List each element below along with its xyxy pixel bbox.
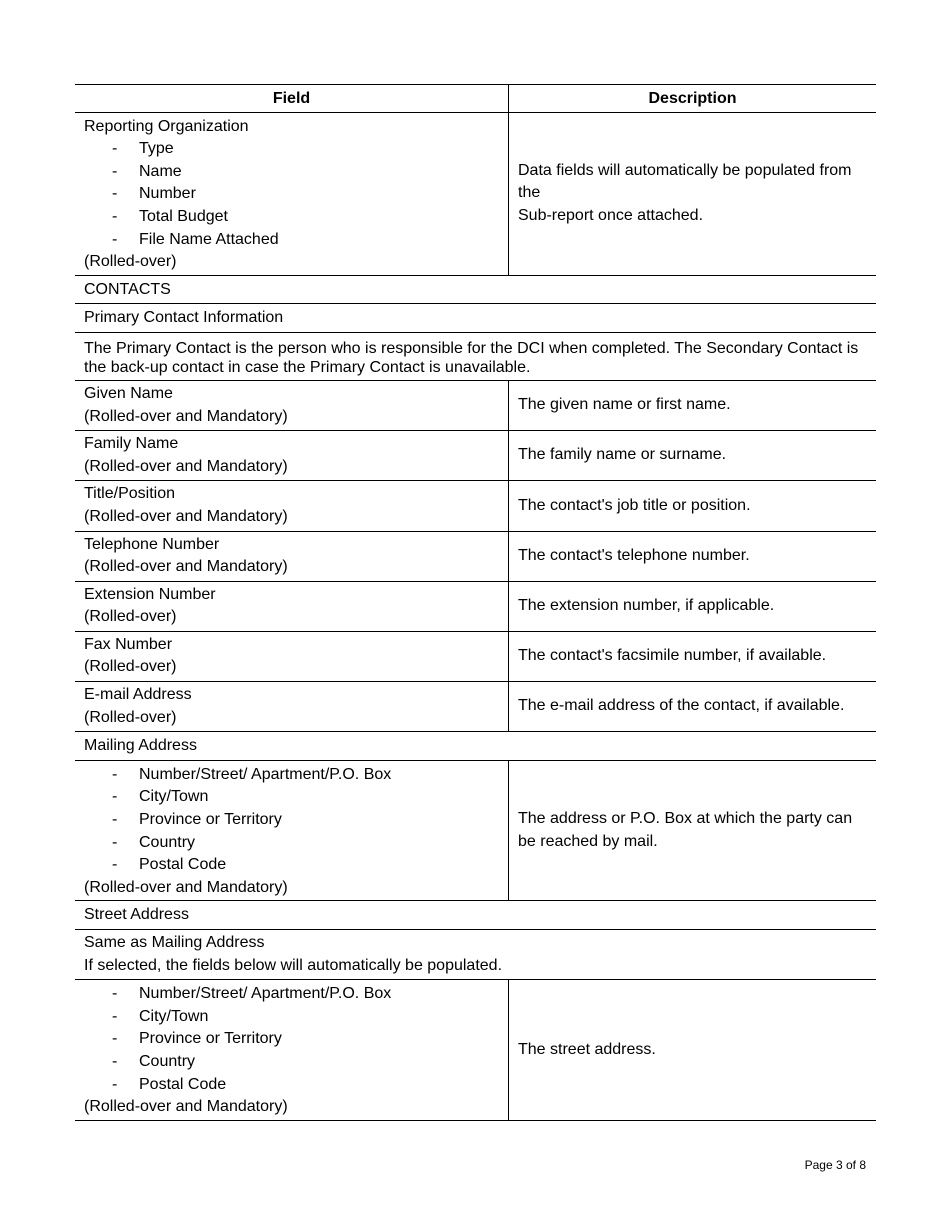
street-address-row: [75, 980, 876, 1121]
list-item: - Postal Code: [112, 856, 227, 874]
field-note: (Rolled-over): [84, 608, 177, 626]
mailing-address-heading-row: [75, 732, 876, 761]
field-name: Family Name: [84, 435, 179, 453]
contacts-heading-row: [75, 275, 876, 304]
field-description: The given name or first name.: [509, 380, 877, 430]
list-item: - Number/Street/ Apartment/P.O. Box: [112, 985, 392, 1003]
mailing-address-heading: Mailing Address: [75, 732, 876, 761]
list-item: - Postal Code: [112, 1075, 227, 1093]
list-item: - City/Town: [112, 1007, 209, 1025]
table-row: [75, 431, 876, 481]
mailing-address-description: The address or P.O. Box at which the party can be reached by mail.: [509, 760, 877, 901]
primary-contact-heading: Primary Contact Information: [75, 304, 876, 333]
table-row: [75, 631, 876, 681]
list-item: - Name: [112, 162, 182, 180]
table-row: [75, 481, 876, 531]
list-item: - Total Budget: [112, 207, 228, 225]
field-note: (Rolled-over and Mandatory): [84, 457, 288, 475]
reporting-organization-row: [75, 112, 876, 275]
page-number: Page 3 of 8: [804, 1158, 866, 1172]
header-field: Field: [75, 85, 509, 113]
street-address-heading-row: [75, 901, 876, 930]
mailing-address-note: (Rolled-over and Mandatory): [84, 878, 288, 896]
field-name: Extension Number: [84, 585, 216, 603]
table-header-row: [75, 85, 876, 113]
reporting-organization-desc-line2: Sub-report once attached.: [518, 206, 704, 224]
reporting-organization-title: Reporting Organization: [84, 117, 249, 135]
header-description: Description: [509, 85, 877, 113]
list-item: - Number: [112, 185, 196, 203]
list-item: - City/Town: [112, 788, 209, 806]
same-as-mailing-row: [75, 930, 876, 980]
mailing-address-row: [75, 760, 876, 901]
field-name: Telephone Number: [84, 535, 220, 553]
field-note: (Rolled-over): [84, 708, 177, 726]
table-row: [75, 531, 876, 581]
street-address-description: The street address.: [509, 980, 877, 1121]
field-description: The contact's facsimile number, if available.: [509, 631, 877, 681]
field-name: Title/Position: [84, 485, 175, 503]
primary-contact-paragraph-row: [75, 332, 876, 380]
contacts-heading: CONTACTS: [75, 275, 876, 304]
list-item: - Province or Territory: [112, 1030, 282, 1048]
same-as-mailing-label: Same as Mailing Address: [84, 934, 265, 951]
field-description: The family name or surname.: [509, 431, 877, 481]
reporting-organization-desc-line1: Data fields will automatically be populated from the: [518, 161, 852, 202]
field-description: The extension number, if applicable.: [509, 581, 877, 631]
same-as-mailing-note: If selected, the fields below will automatically be populated.: [84, 956, 503, 974]
table-row: [75, 581, 876, 631]
reporting-organization-note: (Rolled-over): [84, 253, 177, 271]
table-row: [75, 380, 876, 430]
field-description-table: [75, 84, 876, 1121]
field-name: Fax Number: [84, 635, 173, 653]
field-note: (Rolled-over and Mandatory): [84, 507, 288, 525]
mailing-address-list: [84, 764, 499, 877]
field-name: E-mail Address: [84, 686, 192, 704]
reporting-organization-list: [84, 138, 499, 251]
list-item: - Country: [112, 1052, 196, 1070]
street-address-note: (Rolled-over and Mandatory): [84, 1098, 288, 1116]
field-description: The contact's telephone number.: [509, 531, 877, 581]
field-note: (Rolled-over and Mandatory): [84, 407, 288, 425]
table-row: [75, 682, 876, 732]
field-name: Given Name: [84, 384, 173, 402]
field-note: (Rolled-over): [84, 658, 177, 676]
street-address-heading: Street Address: [75, 901, 876, 930]
field-description: The e-mail address of the contact, if available.: [509, 682, 877, 732]
primary-contact-heading-row: [75, 304, 876, 333]
list-item: - File Name Attached: [112, 230, 279, 248]
primary-contact-paragraph: The Primary Contact is the person who is responsible for the DCI when completed. The Secondary Contact is the back-up contact in case the Primary Contact is unavailable.: [75, 332, 876, 380]
field-note: (Rolled-over and Mandatory): [84, 558, 288, 576]
field-description: The contact's job title or position.: [509, 481, 877, 531]
street-address-list: [84, 983, 499, 1096]
list-item: - Country: [112, 833, 196, 851]
list-item: - Type: [112, 140, 174, 158]
list-item: - Number/Street/ Apartment/P.O. Box: [112, 765, 392, 783]
list-item: - Province or Territory: [112, 811, 282, 829]
